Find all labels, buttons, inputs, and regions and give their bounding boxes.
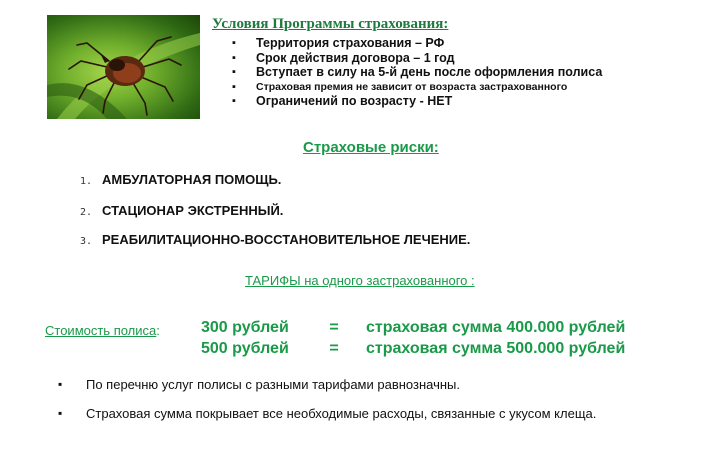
- price-equals: =: [329, 340, 339, 357]
- cost-label-text: Стоимость полиса: [45, 323, 157, 338]
- risk-text: АМБУЛАТОРНАЯ ПОМОЩЬ.: [102, 172, 282, 187]
- risk-number: 1.: [80, 176, 93, 187]
- conditions-item-age: ▪ Ограничений по возрасту - НЕТ: [232, 94, 602, 109]
- conditions-item-premium: ▪ Страховая премия не зависит от возраста застрахованного: [232, 80, 602, 95]
- risk-number: 3.: [80, 236, 93, 247]
- conditions-item-duration: ▪ Срок действия договора – 1 год: [232, 51, 602, 66]
- conditions-item-territory: ▪ Территория страхования – РФ: [232, 36, 602, 51]
- risk-item: [80, 203, 283, 218]
- risk-item: [80, 232, 470, 247]
- price-sum: страховая сумма 400.000 рублей: [366, 319, 626, 336]
- price-equals: =: [329, 319, 339, 336]
- risk-number: 2.: [80, 207, 93, 218]
- cost-label-colon: :: [156, 323, 160, 338]
- notes-list: [58, 377, 678, 392]
- risks-title: Страховые риски:: [303, 139, 439, 156]
- price-amount: 300 рублей: [201, 319, 289, 336]
- note-item-coverage: ▪ Страховая сумма покрывает все необходимые расходы, связанные с укусом клеща.: [58, 406, 678, 421]
- price-amount: 500 рублей: [201, 340, 289, 357]
- note-item-equivalence: ▪ По перечню услуг полисы с разными тарифами равнозначны.: [58, 377, 678, 392]
- conditions-item-effective: ▪ Вступает в силу на 5-й день после оформления полиса: [232, 65, 602, 80]
- risk-text: РЕАБИЛИТАЦИОННО-ВОССТАНОВИТЕЛЬНОЕ ЛЕЧЕНИЕ.: [102, 232, 471, 247]
- cost-label: [45, 323, 160, 338]
- price-sum: страховая сумма 500.000 рублей: [366, 340, 626, 357]
- risk-item: [80, 172, 281, 187]
- price-row: [201, 319, 625, 337]
- notes-list: [58, 406, 678, 421]
- tick-photo: [47, 15, 200, 119]
- risk-text: СТАЦИОНАР ЭКСТРЕННЫЙ.: [102, 203, 284, 218]
- conditions-title: Условия Программы страхования:: [212, 16, 449, 32]
- tariffs-title: ТАРИФЫ на одного застрахованного :: [245, 273, 475, 288]
- price-row: [201, 340, 625, 358]
- conditions-list: [232, 36, 602, 109]
